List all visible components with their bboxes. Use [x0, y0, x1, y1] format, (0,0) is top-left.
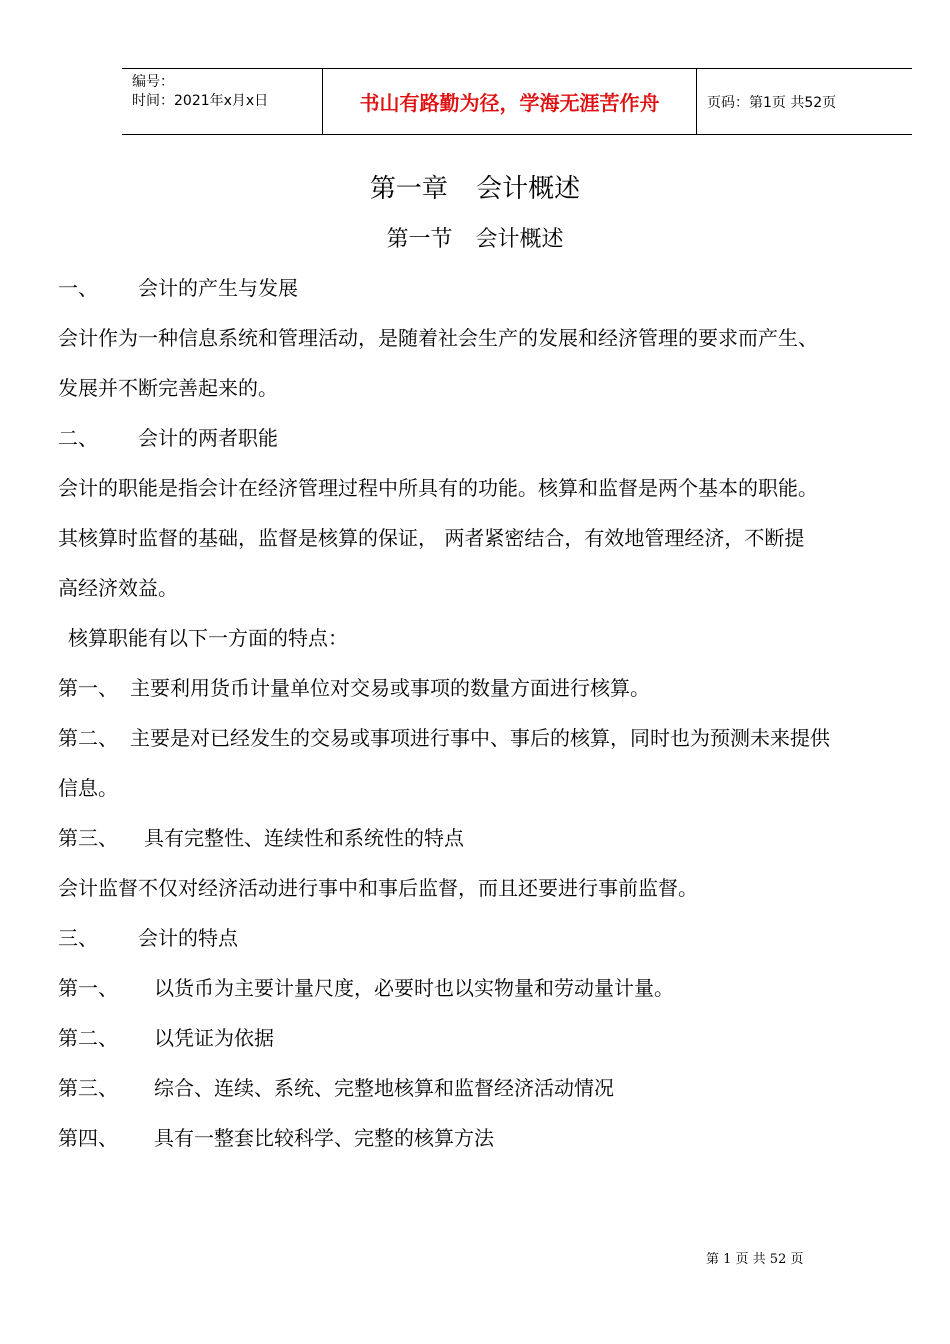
paragraph-3: 核算职能有以下一方面的特点： [68, 626, 348, 650]
heading-1 [58, 272, 298, 301]
heading-3 [58, 922, 238, 951]
list-item-b4-text: 具有一整套比较科学、完整的核算方法 [154, 1126, 494, 1150]
paragraph-4: 会计监督不仅对经济活动进行事中和事后监督，而且还要进行事前监督。 [58, 876, 698, 900]
header-time: 时间：2021年x月x日 [132, 93, 269, 109]
paragraph-1-line-2: 发展并不断完善起来的。 [58, 376, 278, 400]
header-number: 编号： [132, 74, 174, 90]
list-item-a1 [58, 672, 650, 701]
list-item-a3-number: 第三、 [58, 826, 118, 850]
page-footer: 第 1 页 共 52 页 [706, 1252, 804, 1267]
list-item-a1-text: 主要利用货币计量单位对交易或事项的数量方面进行核算。 [130, 676, 650, 700]
heading-2 [58, 422, 278, 451]
heading-3-number: 三、 [58, 926, 98, 950]
header-motto: 书山有路勤为径，学海无涯苦作舟 [323, 69, 697, 134]
list-item-b1-text: 以货币为主要计量尺度，必要时也以实物量和劳动量计量。 [154, 976, 674, 1000]
section-title: 第一节 会计概述 [386, 227, 564, 252]
list-item-a2 [58, 722, 830, 751]
list-item-b1 [58, 972, 674, 1001]
header-meta [122, 69, 323, 134]
list-item-b3-number: 第三、 [58, 1076, 118, 1100]
heading-3-text: 会计的特点 [138, 926, 238, 950]
list-item-a3-text: 具有完整性、连续性和系统性的特点 [144, 826, 464, 850]
list-item-b2-text: 以凭证为依据 [154, 1026, 274, 1050]
list-item-b4 [58, 1122, 494, 1151]
list-item-a3 [58, 822, 464, 851]
heading-1-text: 会计的产生与发展 [138, 276, 298, 300]
list-item-b4-number: 第四、 [58, 1126, 118, 1150]
header-page-label: 页码：第1页 共52页 [707, 94, 837, 111]
list-item-b2-number: 第二、 [58, 1026, 118, 1050]
list-item-a2-continued: 信息。 [58, 776, 118, 800]
list-item-b3 [58, 1072, 614, 1101]
heading-1-number: 一、 [58, 276, 98, 300]
paragraph-2-line-2: 其核算时监督的基础，监督是核算的保证， 两者紧密结合，有效地管理经济，不断提 [58, 526, 805, 550]
document-header [122, 68, 912, 135]
paragraph-2-line-1: 会计的职能是指会计在经济管理过程中所具有的功能。核算和监督是两个基本的职能。 [58, 476, 818, 500]
list-item-a2-number: 第二、 [58, 726, 118, 750]
list-item-a1-number: 第一、 [58, 676, 118, 700]
chapter-title: 第一章 会计概述 [369, 174, 581, 204]
list-item-b3-text: 综合、连续、系统、完整地核算和监督经济活动情况 [154, 1076, 614, 1100]
heading-2-text: 会计的两者职能 [138, 426, 278, 450]
list-item-b1-number: 第一、 [58, 976, 118, 1000]
list-item-b2 [58, 1022, 274, 1051]
heading-2-number: 二、 [58, 426, 98, 450]
paragraph-2-line-3: 高经济效益。 [58, 576, 178, 600]
list-item-a2-text: 主要是对已经发生的交易或事项进行事中、事后的核算，同时也为预测未来提供 [130, 726, 830, 750]
paragraph-1-line-1: 会计作为一种信息系统和管理活动，是随着社会生产的发展和经济管理的要求而产生、 [58, 326, 818, 350]
